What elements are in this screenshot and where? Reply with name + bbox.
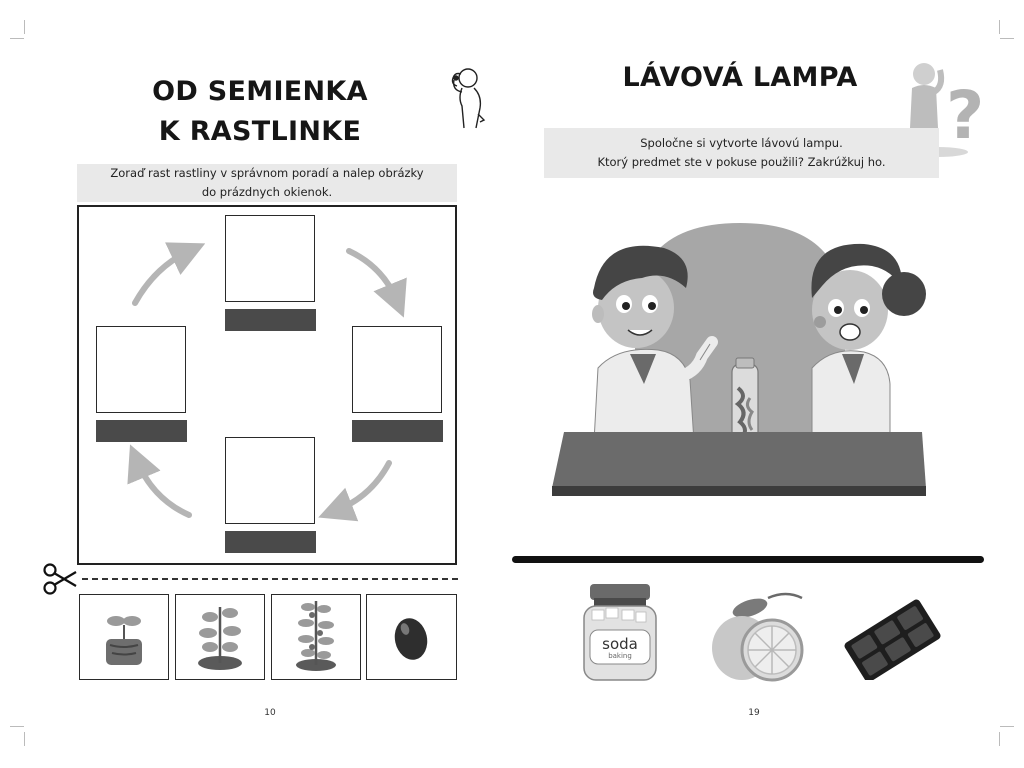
page-title-left xyxy=(120,72,400,152)
young-plant-icon xyxy=(176,595,263,678)
cutout-card-bean-seed[interactable] xyxy=(366,594,457,680)
thinking-person-icon xyxy=(438,62,498,132)
instruction-box-right xyxy=(544,128,939,178)
instruction-line-2: do prázdnych okienok. xyxy=(201,185,333,199)
grown-plant-icon xyxy=(272,595,359,678)
jar-sublabel: baking xyxy=(608,652,632,660)
bean-seed-icon xyxy=(367,595,455,678)
svg-text:?: ? xyxy=(946,77,985,154)
cutout-card-sprout[interactable] xyxy=(79,594,169,680)
chocolate-bar-icon xyxy=(842,598,942,680)
answer-item-baking-soda[interactable] xyxy=(580,580,660,684)
lab-table xyxy=(552,432,926,496)
cutout-card-young-plant[interactable] xyxy=(175,594,265,680)
instruction-line-1: Spoločne si vytvorte lávovú lampu. xyxy=(640,136,843,150)
cut-line xyxy=(82,578,458,580)
title-line-2: K RASTLINKE xyxy=(158,116,362,147)
cutout-card-grown-plant[interactable] xyxy=(271,594,361,680)
page-number-right: 19 xyxy=(748,708,760,718)
scissors-icon xyxy=(42,562,78,596)
baking-soda-jar-icon xyxy=(580,580,660,684)
answer-item-chocolate[interactable] xyxy=(842,598,942,680)
jar-label: soda xyxy=(602,635,638,653)
page-number-left: 10 xyxy=(264,708,276,718)
answer-item-lemon[interactable] xyxy=(706,586,806,682)
lemon-icon xyxy=(706,586,806,682)
page-title-right: LÁVOVÁ LAMPA xyxy=(622,62,858,93)
instruction-line-1: Zoraď rast rastliny v správnom poradí a nalep obrázky xyxy=(110,166,424,180)
arrow-top-left xyxy=(135,251,189,303)
arrow-bottom-left xyxy=(137,461,189,515)
title-line-1: OD SEMIENKA xyxy=(152,76,368,107)
instruction-box-left xyxy=(77,164,457,202)
arrow-bottom-right xyxy=(335,463,389,511)
section-divider xyxy=(512,556,984,563)
instruction-line-2: Ktorý predmet ste v pokuse použili? Zakrúžkuj ho. xyxy=(597,155,886,169)
lava-lamp-scene xyxy=(550,218,930,500)
cycle-arrows xyxy=(77,205,457,565)
sprout-in-soil-icon xyxy=(80,595,167,678)
arrow-top-right xyxy=(349,251,397,301)
